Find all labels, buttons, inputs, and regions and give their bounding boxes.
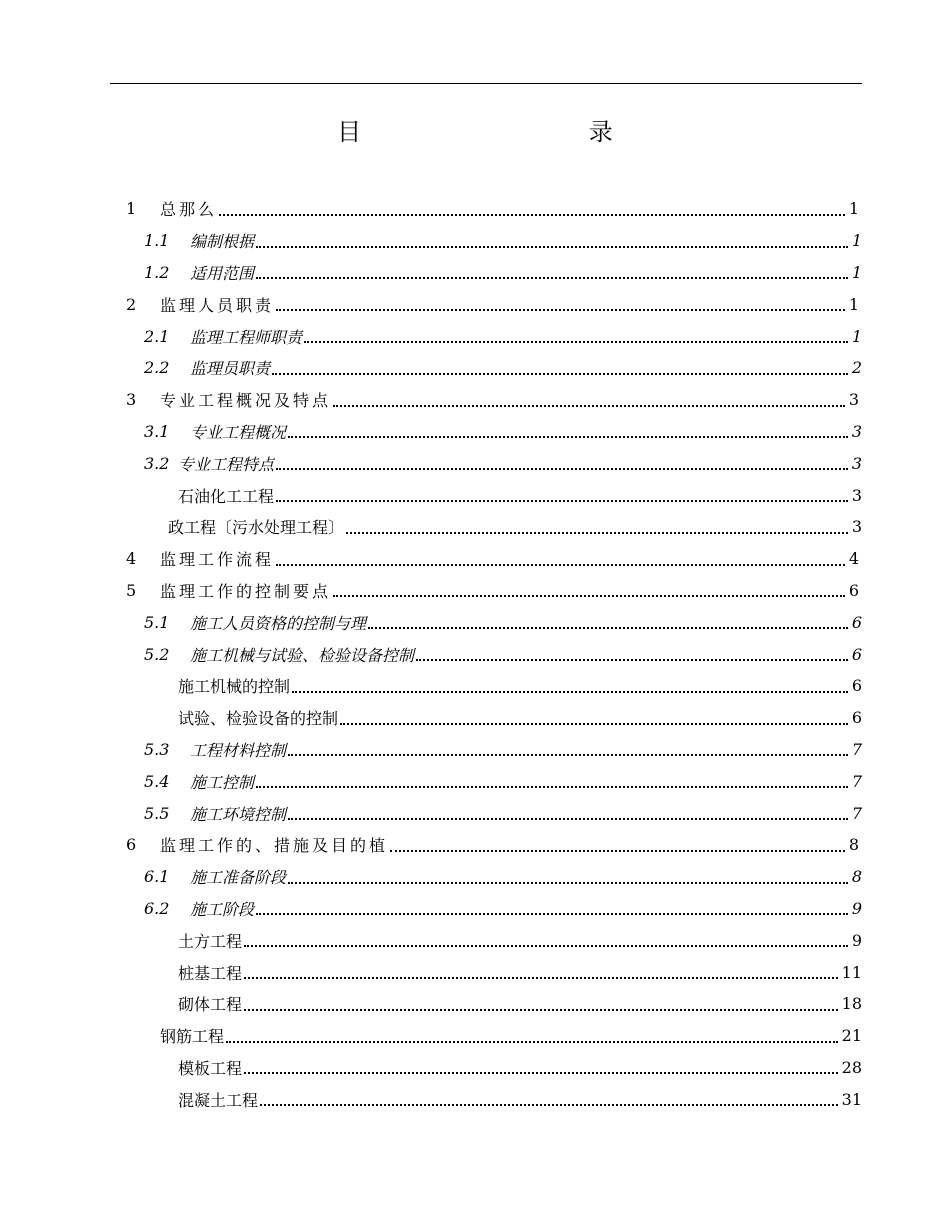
toc-page: 21 xyxy=(841,1026,862,1046)
toc-title: 监理人员职责 xyxy=(160,295,275,315)
toc-page: 2 xyxy=(851,358,862,378)
toc-entry[interactable] xyxy=(0,352,950,384)
toc-title: 施工阶段 xyxy=(190,899,255,919)
toc-page: 1 xyxy=(851,231,862,251)
toc-number: 5.1 xyxy=(144,612,170,632)
toc-page: 1 xyxy=(848,294,862,314)
toc-page: 6 xyxy=(851,708,862,728)
page-title: 目 录 xyxy=(337,118,723,146)
toc-number: 2.2 xyxy=(144,358,170,378)
toc-leader xyxy=(346,516,848,534)
toc-entry[interactable] xyxy=(0,1020,950,1052)
toc-leader xyxy=(276,452,848,470)
toc-leader xyxy=(256,770,848,788)
toc-number: 1.2 xyxy=(144,262,170,282)
toc-title: 桩基工程 xyxy=(178,963,243,983)
toc-title: 混凝土工程 xyxy=(178,1090,259,1110)
toc-leader xyxy=(256,230,848,248)
toc-title: 专业工程概况 xyxy=(190,422,287,442)
toc-entry[interactable] xyxy=(0,893,950,925)
toc-page: 4 xyxy=(848,549,862,569)
toc-leader xyxy=(244,961,838,979)
toc-leader xyxy=(244,1056,838,1074)
toc-page: 6 xyxy=(851,644,862,664)
toc-number: 1.1 xyxy=(144,231,170,251)
toc-entry[interactable] xyxy=(0,1052,950,1084)
table-of-contents xyxy=(0,193,950,1115)
toc-number: 4 xyxy=(126,549,140,569)
toc-leader xyxy=(333,579,845,597)
toc-entry[interactable] xyxy=(0,670,950,702)
toc-entry[interactable] xyxy=(0,702,950,734)
toc-leader xyxy=(256,897,848,915)
toc-entry[interactable] xyxy=(0,416,950,448)
toc-entry[interactable] xyxy=(0,638,950,670)
header-rule xyxy=(110,83,862,84)
toc-title: 政工程〔污水处理工程〕 xyxy=(168,518,345,538)
toc-entry[interactable] xyxy=(0,1083,950,1115)
toc-entry[interactable] xyxy=(0,257,950,289)
toc-entry[interactable] xyxy=(0,575,950,607)
toc-page: 9 xyxy=(851,898,862,918)
toc-leader xyxy=(288,738,848,756)
toc-entry[interactable] xyxy=(0,829,950,861)
toc-number: 5.4 xyxy=(144,771,170,791)
toc-title: 工程材料控制 xyxy=(190,740,287,760)
toc-page: 6 xyxy=(848,580,862,600)
toc-page: 3 xyxy=(851,517,862,537)
toc-title: 砌体工程 xyxy=(178,995,243,1015)
toc-page: 1 xyxy=(848,199,862,219)
toc-entry[interactable] xyxy=(0,924,950,956)
toc-number: 2 xyxy=(126,294,140,314)
toc-number: 5.5 xyxy=(144,803,170,823)
toc-leader xyxy=(333,389,845,407)
toc-entry[interactable] xyxy=(0,479,950,511)
toc-entry[interactable] xyxy=(0,734,950,766)
toc-page: 8 xyxy=(848,835,862,855)
toc-entry[interactable] xyxy=(0,511,950,543)
toc-title: 模板工程 xyxy=(178,1058,243,1078)
toc-page: 18 xyxy=(841,994,862,1014)
toc-title: 适用范围 xyxy=(190,263,255,283)
toc-title: 监理员职责 xyxy=(190,359,271,379)
toc-entry[interactable] xyxy=(0,797,950,829)
toc-leader xyxy=(256,261,848,279)
toc-title: 施工人员资格的控制与理 xyxy=(190,613,367,633)
toc-page: 3 xyxy=(851,485,862,505)
toc-title: 施工控制 xyxy=(190,772,255,792)
toc-page: 7 xyxy=(851,803,862,823)
toc-title: 专业工程概况及特点 xyxy=(160,391,332,411)
toc-page: 7 xyxy=(851,739,862,759)
toc-number: 6.2 xyxy=(144,898,170,918)
toc-title: 施工环境控制 xyxy=(190,804,287,824)
toc-leader xyxy=(276,548,845,566)
toc-leader xyxy=(260,1088,838,1106)
toc-leader xyxy=(416,643,848,661)
toc-title: 总那么 xyxy=(160,200,218,220)
toc-leader xyxy=(244,993,838,1011)
toc-entry[interactable] xyxy=(0,384,950,416)
toc-entry[interactable] xyxy=(0,861,950,893)
toc-leader xyxy=(276,293,845,311)
toc-title: 石油化工工程 xyxy=(178,486,275,506)
toc-page: 11 xyxy=(841,962,862,982)
toc-leader xyxy=(340,707,848,725)
toc-entry[interactable] xyxy=(0,320,950,352)
toc-page: 1 xyxy=(851,326,862,346)
toc-number: 3.2 xyxy=(144,453,170,473)
toc-page: 3 xyxy=(851,421,862,441)
toc-title: 专业工程特点 xyxy=(178,454,275,474)
toc-entry[interactable] xyxy=(0,606,950,638)
toc-leader xyxy=(276,484,848,502)
toc-title: 施工机械与试验、检验设备控制 xyxy=(190,645,415,665)
toc-page: 3 xyxy=(848,390,862,410)
toc-page: 3 xyxy=(851,453,862,473)
toc-page: 28 xyxy=(841,1057,862,1077)
toc-number: 5.2 xyxy=(144,644,170,664)
toc-leader xyxy=(390,834,845,852)
toc-leader xyxy=(226,1025,838,1043)
toc-leader xyxy=(288,866,848,884)
toc-number: 2.1 xyxy=(144,326,170,346)
toc-title: 钢筋工程 xyxy=(160,1027,225,1047)
toc-title: 编制根据 xyxy=(190,232,255,252)
toc-number: 6 xyxy=(126,835,140,855)
toc-page: 31 xyxy=(841,1089,862,1109)
toc-page: 8 xyxy=(851,867,862,887)
toc-entry[interactable] xyxy=(0,225,950,257)
toc-entry[interactable] xyxy=(0,447,950,479)
toc-title: 监理工作的、措施及目的植 xyxy=(160,836,389,856)
toc-number: 3.1 xyxy=(144,421,170,441)
toc-leader xyxy=(244,929,848,947)
toc-entry[interactable] xyxy=(0,543,950,575)
toc-leader xyxy=(288,802,848,820)
toc-page: 1 xyxy=(851,262,862,282)
toc-leader xyxy=(219,198,845,216)
toc-title: 试验、检验设备的控制 xyxy=(178,709,339,729)
toc-leader xyxy=(292,675,848,693)
toc-title: 监理工程师职责 xyxy=(190,327,303,347)
toc-title: 监理工作流程 xyxy=(160,550,275,570)
toc-entry[interactable] xyxy=(0,765,950,797)
toc-entry[interactable] xyxy=(0,988,950,1020)
toc-number: 1 xyxy=(126,199,140,219)
toc-page: 6 xyxy=(851,612,862,632)
toc-title: 监理工作的控制要点 xyxy=(160,581,332,601)
toc-leader xyxy=(288,420,848,438)
toc-number: 6.1 xyxy=(144,867,170,887)
toc-number: 5 xyxy=(126,580,140,600)
toc-number: 3 xyxy=(126,390,140,410)
toc-number: 5.3 xyxy=(144,739,170,759)
toc-entry[interactable] xyxy=(0,288,950,320)
toc-leader xyxy=(304,325,848,343)
toc-page: 9 xyxy=(851,930,862,950)
toc-leader xyxy=(368,611,848,629)
toc-page: 6 xyxy=(851,676,862,696)
toc-title: 土方工程 xyxy=(178,931,243,951)
toc-leader xyxy=(272,357,848,375)
toc-entry[interactable] xyxy=(0,956,950,988)
toc-title: 施工机械的控制 xyxy=(178,677,291,697)
toc-page: 7 xyxy=(851,771,862,791)
toc-entry[interactable] xyxy=(0,193,950,225)
toc-title: 施工准备阶段 xyxy=(190,868,287,888)
